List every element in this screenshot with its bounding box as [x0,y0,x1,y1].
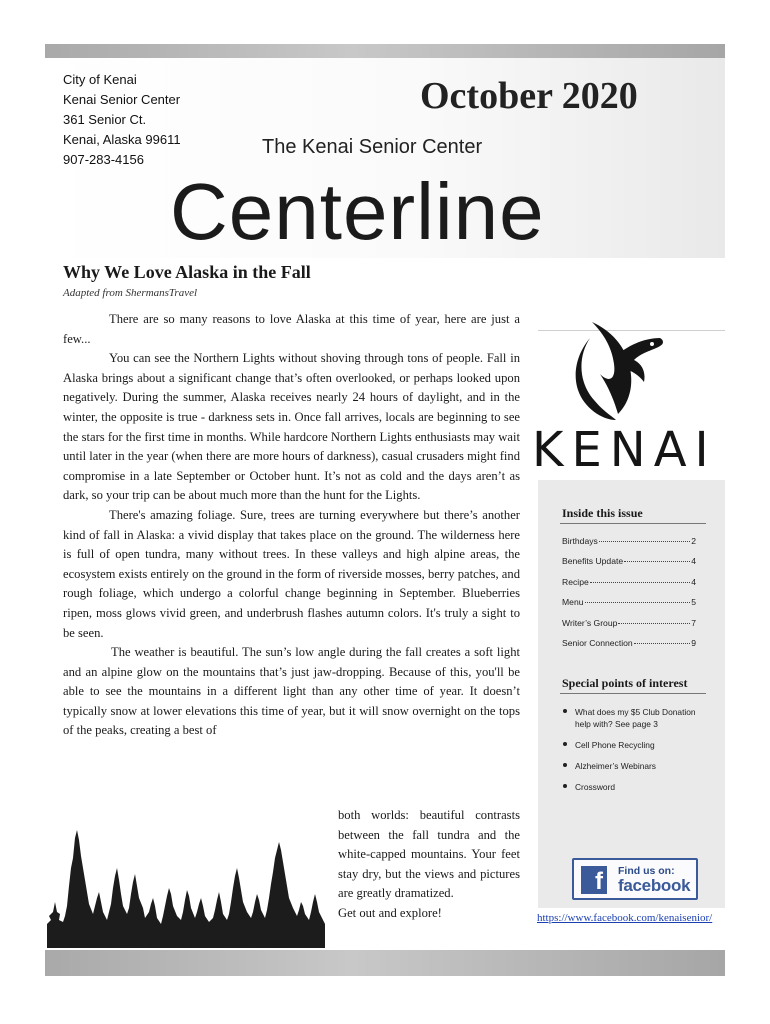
article-paragraph: The weather is beautiful. The sun’s low angle during the fall creates a soft light and an alpine glow on the mountains that’s just jaw-dropping. Because of this, you'll be able to see the mountains in a different light than any other time of year. It doesn’t typically snow at lower elevations this time of year, but it will snow overnight on the tops of the peaks, creating a best of [63,645,520,738]
list-item: What does my $5 Club Donation help with? See page 3 [562,706,712,730]
toc-label: Recipe [562,576,589,587]
facebook-icon: f [581,866,607,894]
toc-leader [618,623,690,624]
toc-leader [634,643,691,644]
article-paragraph: There's amazing foliage. Sure, trees are turning everywhere but there’s another kind of fall in Alaska: a vivid display that takes place on the ground. The wilderness here is full of open tundra, many without trees. In these valleys and high alpine areas, the ecosystem exists entirely on the ground in the form of riverside mosses, berry patches, and rough foliage, which undergo a colorful change beginning in September. Blueberries ripen, moss glows vivid green, and underbrush flashes autumn colors. It's truly a sight to be seen. [63,507,520,640]
toc-page: 4 [691,556,696,567]
article-body [63,310,520,741]
kenai-wordmark: KENAI [532,422,717,476]
toc-leader [585,602,691,603]
article-continuation [338,806,520,924]
article-title: Why We Love Alaska in the Fall [63,262,311,282]
article-closing: Get out and explore! [338,905,442,920]
toc-page: 2 [691,536,696,546]
toc-label: Benefits Update [562,556,624,567]
list-item: Alzheimer’s Webinars [562,760,712,772]
toc-label: Birthdays [562,536,598,546]
address-line: City of Kenai [63,72,137,87]
toc-page: 9 [691,637,696,648]
table-of-contents [562,536,696,658]
facebook-badge[interactable] [572,858,698,900]
article-paragraph: You can see the Northern Lights without shoving through tons of people. Fall in Alaska brings about a significant change that’s often overlooked, or perhaps looked upon negatively. During the summer, Alaska receives nearly 24 hours of daylight, and in the winter, the opposite is true - darkness sets in. Once fall arrives, locals are beginning to see the stars for the first time in months. While hardcore Northern Lights enthusiasts may wait until later in the year (when there are more hours of darkness), casual crusaders might find compromise in a late September or October hunt. It’s not as cold and the days aren’t as dark, so your trip can be about much more than the hunt for the Lights. [63,351,520,503]
toc-item [562,556,696,576]
toc-page: 5 [691,597,696,608]
return-address [63,70,181,170]
toc-item [562,618,696,638]
toc-label: Senior Connection [562,637,633,648]
fish-swoosh-icon [576,322,663,420]
toc-leader [590,582,690,583]
top-decorative-bar [45,44,725,58]
address-line: 361 Senior Ct. [63,112,147,127]
address-line: Kenai, Alaska 99611 [63,132,181,147]
toc-leader [599,541,690,542]
heading-rule [560,693,706,694]
facebook-link[interactable]: https://www.facebook.com/kenaisenior/ [537,912,713,924]
special-points-heading: Special points of interest [562,676,688,690]
facebook-find-us-label: Find us on: [618,865,675,877]
address-line: Kenai Senior Center [63,92,181,107]
toc-item [562,597,696,617]
toc-page: 4 [691,576,696,587]
list-item: Cell Phone Recycling [562,739,712,751]
article-credit: Adapted from ShermansTravel [63,287,198,299]
kenai-logo [530,316,720,476]
issue-date: October 2020 [420,75,638,117]
special-points-list [562,706,712,802]
inside-issue-heading: Inside this issue [562,506,643,520]
list-item: Crossword [562,781,712,793]
bottom-decorative-bar [45,950,725,976]
toc-item [562,577,696,597]
toc-page: 7 [691,617,696,628]
forest-silhouette-image [47,828,325,948]
facebook-wordmark: facebook [618,876,691,895]
newsletter-subtitle: The Kenai Senior Center [262,136,483,158]
toc-label: Writer’s Group [562,617,618,628]
toc-item [562,536,696,556]
toc-item [562,638,696,658]
toc-leader [624,561,690,562]
article-continuation-text: both worlds: beautiful contrasts between the fall tundra and the white-capped mountains. Your feet stay dry, but the views and pictures are greatly dramatized. [338,808,520,901]
address-phone: 907-283-4156 [63,152,144,167]
newsletter-masthead: Centerline [170,167,545,256]
article-paragraph: There are so many reasons to love Alaska at this time of year, here are just a few... [63,312,520,346]
heading-rule [560,523,706,524]
toc-label: Menu [562,597,584,608]
